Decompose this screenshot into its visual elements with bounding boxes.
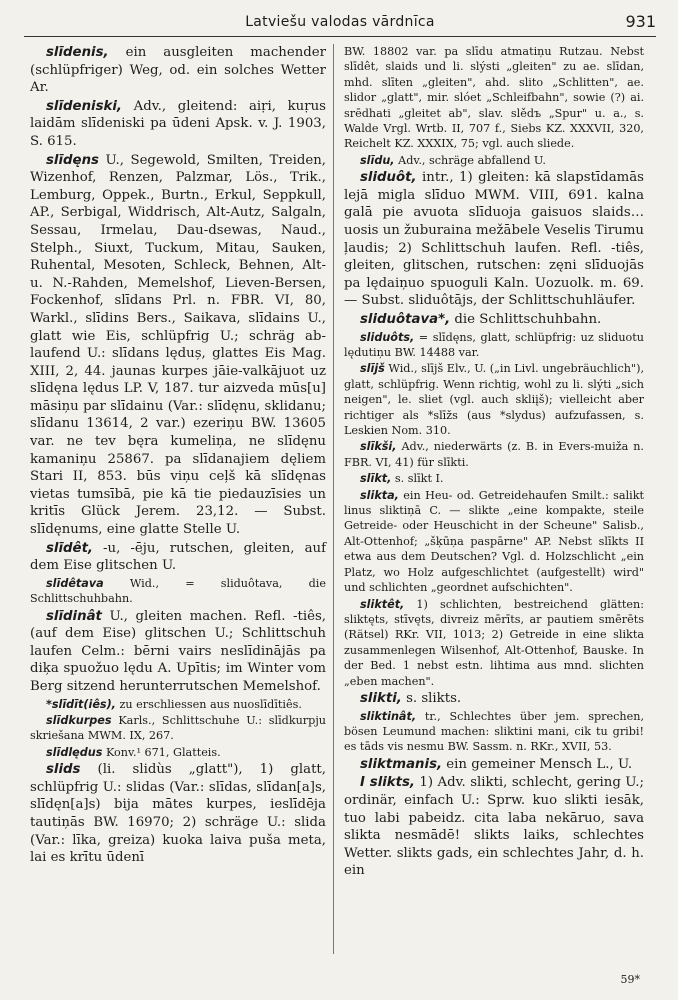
entry-headword: sliduôts, — [360, 330, 415, 344]
dictionary-entry — [344, 488, 644, 596]
dictionary-entry — [344, 439, 644, 470]
dictionary-entry — [30, 152, 326, 539]
entry-text: ein ausgleiten machender (schlüpfriger) Weg, od. ein solches Wetter Ar. — [30, 45, 326, 96]
entry-text: = slīdęns, glatt, schlüpfrig: uz sliduotu lędutiņu BW. 14488 var. — [344, 330, 644, 359]
dictionary-entry — [30, 98, 326, 151]
entry-text: (li. slidùs „glatt"), 1) glatt, schlüpfrig U.: slidas (Var.: slīdas, slīdan[a]s, slīdęn[a]s) bija mātes kurpes, ieslīdēja tautiņās BW. 16970; 2) schräge U.: slida (Var.: līka, greiza) kuoka laiva puša meta, lai es krītu ūdenī — [30, 762, 326, 866]
entry-text: Konv.¹ 671, Glatteis. — [102, 745, 221, 759]
entry-headword: I slikts, — [360, 775, 415, 791]
printer-signature: 59* — [620, 973, 640, 986]
column-divider — [333, 44, 334, 954]
dictionary-entry — [30, 608, 326, 696]
entry-text: U., Segewold, Smilten, Treiden, Wizenhof, Renzen, Palzmar, Lös., Trik., Lemburg, Oppek., Burtn., Erkul, Seppkull, AP., Serbigal, Widdrisch, Alt-Autz, Salgaln, Sessau, Irmelau, Dau-dsewas, Naud., Stelph., Siuxt, Tuckum, Mitau, Sauken, Ruhental, Mesoten, Schleck, Behnen, Alt- u. N.-Rahden, Memelshof, Lieven-Bersen, Fockenhof, slīdans Prl. n. FBR. VI, 80, Warkl., slīdins Bers., Saikava, slīdains U., glatt wie Eis, schlüpfrig U.; schräg ab-laufend U.: slīdans lęduș, glattes Eis Mag. XIII, 2, 44. jaunas kurpes jāie-valkājuot uz slīdęna lędus LP. V, 187. tur aizveda mūs[u] māsiņu par slīdainu (Var.: slīdęnu, sklidanu; slīdanu 13614, 2 var.) ezeriņu BW. 13605 var. ne tev bęra kumeliņa, ne slīdęnu kamaniņu 25867. pa slīdanajiem dęliem Stari II, 853. būs viņu ceļš kā slīdęnas vietas tumsībā, pie kā tie piedauzīsies un kritīs Glück Jerem. 23,12. — Subst. slīdęnums, eine glatte Stelle U. — [30, 152, 326, 538]
entry-text: Wid., slījš Elv., U. („in Livl. ungebräuchlich"), glatt, schlüpfrig. Wenn richtig, wohl zu li. slýti „sich neigen", le. sliet (vgl. auch skliįš); vielleicht aber richtiger als *slīžs (aus *slydus) aufzufassen, s. Leskien Nom. 310. — [344, 362, 644, 438]
entry-text: Adv., niederwärts (z. B. in Evers-muiža n. FBR. VI, 41) für slīkti. — [344, 440, 644, 469]
entry-text: 1) Adv. slikti, schlecht, gering U.; ordinär, einfach U.: Sprw. kuo slikti iesāk, tuo labi pabeidz. cita laba nekāruo, sava slikta nesmādē! slikts laiks, schlechtes Wetter. slikts gads, ein schlechtes Jahr, d. h. ein — [344, 775, 644, 879]
entry-text: -u, -ēju, rutschen, gleiten, auf dem Eise glitschen U. — [30, 540, 326, 574]
entry-headword: slīdêt, — [46, 540, 93, 556]
dictionary-entry — [30, 761, 326, 867]
entry-text: tr., Schlechtes über jem. sprechen, bösen Leumund machen: sliktini mani, cik tu gribi! es tāds vis nesmu BW. Sassm. n. RKr., XVII, 53. — [344, 709, 644, 754]
dictionary-entry — [30, 540, 326, 575]
left-column — [30, 44, 326, 868]
entry-text: intr., 1) gleiten: kā slapstīdamās lejā migla slīduo MWM. VIII, 691. kalna galā pie avuota slīduoja gaisuos slaids… uosis un žuburaina mežābele Veselis Tirumu ļaudis; 2) Schlittschuh laufen. Refl. -tiês, gleiten, glitschen, rutschen: zęni slīduojās pa lędaiņuo spuoguli Kaln. Uozuolk. m. 69. — Subst. sliduôtājs, der Schlittschuhläufer. — [344, 170, 644, 309]
entry-headword: slikta, — [360, 488, 399, 502]
entry-text: ein gemeiner Mensch L., U. — [442, 756, 633, 772]
entry-headword: sliduôt, — [360, 170, 417, 186]
dictionary-entry — [344, 311, 644, 329]
entry-headword: slīdêtava — [46, 576, 104, 590]
entry-headword: slīdinât — [46, 608, 102, 624]
dictionary-entry — [344, 44, 644, 152]
entry-text: s. slikts. — [401, 690, 462, 706]
entry-headword: slīdęns — [46, 152, 99, 168]
entry-headword: sliktinât, — [360, 709, 417, 723]
entry-headword: *slīdīt(iês), — [46, 697, 116, 711]
entry-headword: slids — [46, 762, 81, 778]
page-number: 931 — [625, 12, 656, 31]
entry-headword: slīdlędus — [46, 745, 103, 759]
dictionary-entry — [30, 745, 326, 760]
entry-headword: slīdeniski, — [46, 98, 122, 114]
dictionary-entry — [344, 361, 644, 438]
entry-headword: slīkši, — [360, 440, 397, 454]
entry-text: Adv., gleitend: aiṛi, kuṛus laidām slīdeniski pa ūdeni Apsk. v. J. 1903, S. 615. — [30, 98, 326, 149]
dictionary-entry — [344, 690, 644, 708]
entry-headword: slikti, — [360, 690, 402, 706]
right-column — [344, 44, 644, 881]
entry-text: U., gleiten machen. Refl. -tiês, (auf dem Eise) glitschen U.; Schlittschuh laufen Celm.: bērni vairs neslīdinājās pa diķa spuožuo lędu A. Upītis; im Winter vom Berg sitzend herunterrutschen Memelshof. — [30, 608, 326, 694]
entry-text: s. slīkt I. — [391, 472, 444, 486]
dictionary-entry — [30, 713, 326, 744]
dictionary-entry — [344, 597, 644, 689]
dictionary-entry — [344, 169, 644, 310]
page-header — [24, 12, 656, 37]
entry-headword: sliktêt, — [360, 597, 405, 611]
dictionary-entry — [344, 756, 644, 774]
entry-headword: sliktmanis, — [360, 756, 443, 772]
dictionary-entry — [344, 709, 644, 755]
dictionary-entry — [344, 471, 644, 486]
entry-headword: slīdu, — [360, 153, 395, 167]
entry-headword: slīkt, — [360, 472, 392, 486]
entry-text: Karls., Schlittschuhe U.: slīdkurpju skriešana MWM. IX, 267. — [30, 714, 326, 743]
entry-headword: slīdenis, — [46, 45, 109, 60]
running-title: Latviešu valodas vārdnīca — [245, 14, 435, 30]
entry-headword: slījš — [360, 362, 385, 376]
entry-text: Wid., = sliduôtava, die Schlittschuhbahn. — [30, 576, 326, 606]
dictionary-entry — [344, 774, 644, 880]
entry-text: ein Heu- od. Getreidehaufen Smilt.: salikt linus sliktiņā C. — slikte „eine kompakte, steile Getreide- oder Heuschicht in der Scheune" Salisb., Alt-Ottenhof; „šķūņa paspārne" AP. Nebst slīkts II etwa aus dem Deutschen? Vgl. d. Holzschlicht „ein Platz, wo Holz aufgeschlichtet (aufgestellt) wird" und schlichten „geordnet aufschichten". — [344, 488, 644, 595]
entry-text: die Schlittschuhbahn. — [450, 312, 602, 327]
dictionary-entry — [344, 153, 644, 168]
entry-headword: slīdkurpes — [46, 714, 112, 727]
dictionary-entry — [30, 697, 326, 712]
dictionary-entry — [30, 44, 326, 97]
dictionary-entry — [30, 576, 326, 607]
dictionary-entry — [344, 330, 644, 361]
entry-text: 1) schlichten, bestreichend glätten: sliktęts, stīvęts, divreiz mērīts, ar pautiem smērēts (Rätsel) RKr. VII, 1013; 2) Getreide in eine slikta zusammenlegen Wilsenhof, Alt-Ottenhof, Bauske. In der Bed. 1 nebst estn. lihtima aus mnd. slichten „eben machen". — [344, 597, 644, 688]
entry-text: zu erschliessen aus nuoslīdītiês. — [115, 697, 302, 711]
entry-text: BW. 18802 var. pa slīdu atmatiņu Rutzau. Nebst slīdêt, slaids und li. slýsti „gleiten" zu ae. slīdan, mhd. slīten „gleiten", ahd. slito „Schlitten", ae. slidor „glatt", mir. slóet „Schleifbahn", sowie (?) ai. srēdhati „gleitet ab", slav. slědъ „Spur" u. a., s. Walde Vrgl. Wrtb. II, 707 f., Siebs KZ. XXXVII, 320, Reichelt KZ. XXXIX, 75; vgl. auch sliede. — [344, 45, 644, 151]
entry-text: Adv., schräge abfallend U. — [394, 153, 546, 167]
entry-headword: sliduôtava*, — [360, 312, 451, 327]
